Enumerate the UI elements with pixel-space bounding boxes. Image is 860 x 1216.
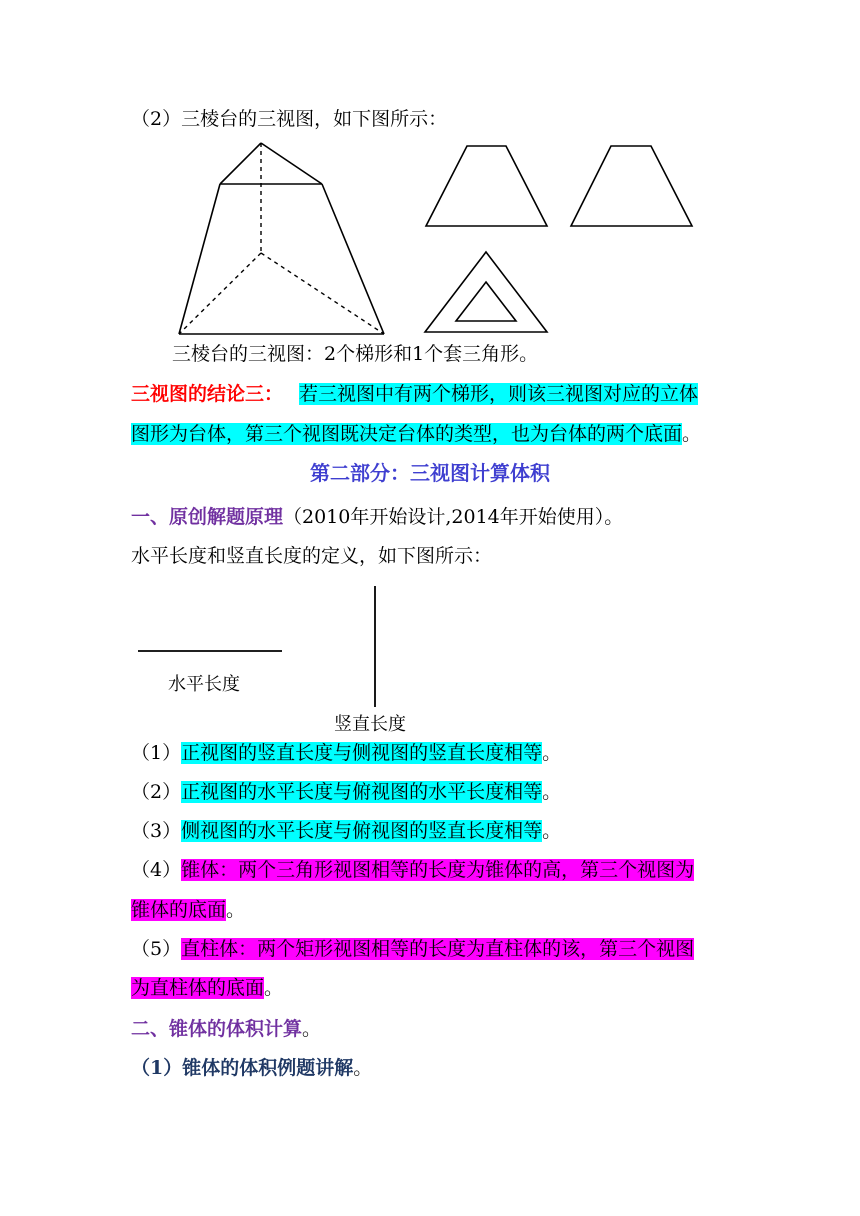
rule-text: 锥体：两个三角形视图相等的长度为锥体的高，第三个视图为	[181, 859, 695, 881]
subsection-one-rest: （2010年开始设计,2014年开始使用）。	[283, 506, 624, 528]
rule-4	[131, 857, 694, 883]
horizontal-length-label: 水平长度	[168, 674, 240, 695]
section-two-end: 。	[302, 1018, 322, 1040]
conclusion-label: 三视图的结论三：	[131, 383, 284, 405]
rule-3	[131, 818, 561, 844]
rule-text-cont: 锥体的底面	[131, 899, 227, 921]
rule-text: 侧视图的水平长度与俯视图的竖直长度相等	[181, 820, 543, 842]
caption-text: 三棱台的三视图：2个梯形和1个套三角形。	[172, 343, 539, 365]
section-heading-text: （2）三棱台的三视图，如下图所示：	[131, 108, 448, 130]
rule-number: （3）	[131, 820, 182, 842]
rule-end: 。	[542, 820, 562, 842]
section-two-title-text: 二、锥体的体积计算	[131, 1018, 303, 1040]
section-two-title	[131, 1016, 321, 1042]
rule-text: 正视图的水平长度与俯视图的水平长度相等	[181, 781, 543, 803]
rule-text-cont: 为直柱体的底面	[131, 977, 265, 999]
section-two-sub-end: 。	[353, 1057, 373, 1079]
rule-number: （1）	[131, 742, 182, 764]
rule-number: （2）	[131, 781, 182, 803]
subsection-one-label: 一、原创解题原理	[131, 506, 284, 528]
definition-intro-text: 水平长度和竖直长度的定义，如下图所示：	[131, 545, 493, 567]
section-two-sub-text: （1）锥体的体积例题讲解	[131, 1057, 354, 1079]
rule-text: 直柱体：两个矩形视图相等的长度为直柱体的该，第三个视图	[181, 938, 695, 960]
rule-end: 。	[542, 781, 562, 803]
rule-end: 。	[542, 742, 562, 764]
conclusion-end: 。	[682, 423, 702, 445]
section-two-sub	[131, 1055, 372, 1081]
rule-2	[131, 779, 561, 805]
conclusion-text-2: 图形为台体，第三个视图既决定台体的类型，也为台体的两个底面	[131, 423, 683, 445]
rule-end: 。	[264, 977, 284, 999]
rule-5-cont	[131, 975, 283, 1001]
rule-number: （5）	[131, 938, 182, 960]
rule-1	[131, 740, 561, 766]
conclusion-text-1: 若三视图中有两个梯形，则该三视图对应的立体	[299, 383, 699, 405]
rule-number: （4）	[131, 859, 182, 881]
rule-text: 正视图的竖直长度与侧视图的竖直长度相等	[181, 742, 543, 764]
rule-5	[131, 936, 694, 962]
rule-4-cont	[131, 897, 245, 923]
vertical-length-label: 竖直长度	[334, 714, 406, 735]
part2-title-text: 第二部分：三视图计算体积	[310, 461, 550, 485]
rule-end: 。	[226, 899, 246, 921]
